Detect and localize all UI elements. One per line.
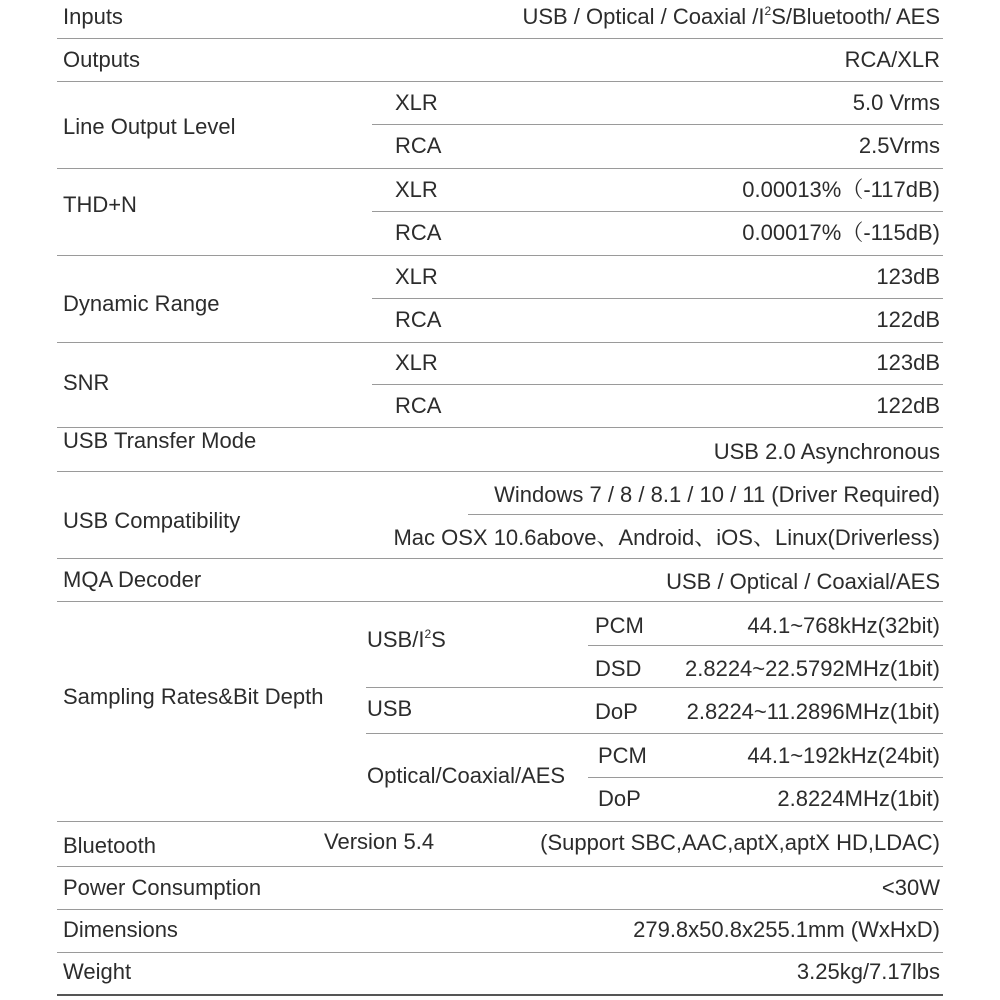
- snr-label: SNR: [63, 370, 110, 395]
- divider: [57, 994, 943, 996]
- sampling-opt-dop-label: DoP: [598, 786, 641, 811]
- sampling-dsd-value: 2.8224~22.5792MHz(1bit): [685, 656, 940, 681]
- bluetooth-label: Bluetooth: [63, 833, 156, 858]
- weight-label: Weight: [63, 959, 132, 984]
- inputs-value-pre: USB / Optical / Coaxial /I: [522, 4, 765, 29]
- divider: [372, 298, 943, 299]
- sampling-label: Sampling Rates&Bit Depth: [63, 684, 324, 709]
- sampling-usb-i2s-pre: USB/I: [367, 627, 425, 652]
- sampling-opt-pcm-value: 44.1~192kHz(24bit): [747, 743, 940, 768]
- sampling-dop-label: DoP: [595, 699, 638, 724]
- dynamic-range-label: Dynamic Range: [63, 291, 220, 316]
- sampling-usb-i2s-label: [367, 629, 446, 651]
- divider: [588, 645, 943, 646]
- line-output-xlr-label: XLR: [395, 90, 438, 115]
- sampling-opt-dop-value: 2.8224MHz(1bit): [777, 786, 940, 811]
- thdn-rca-value: 0.00017%（-115dB): [742, 220, 940, 245]
- mqa-label: MQA Decoder: [63, 567, 202, 592]
- divider: [57, 471, 943, 472]
- divider: [372, 211, 943, 212]
- divider: [468, 514, 943, 515]
- divider: [372, 384, 943, 385]
- divider: [57, 81, 943, 82]
- divider: [588, 777, 943, 778]
- divider: [366, 733, 943, 734]
- usb-compat-windows: Windows 7 / 8 / 8.1 / 10 / 11 (Driver Required): [494, 482, 940, 507]
- bluetooth-codecs: (Support SBC,AAC,aptX,aptX HD,LDAC): [540, 830, 940, 855]
- dynamic-range-rca-label: RCA: [395, 307, 442, 332]
- dynamic-range-xlr-label: XLR: [395, 264, 438, 289]
- outputs-label: Outputs: [63, 47, 141, 72]
- snr-xlr-label: XLR: [395, 350, 438, 375]
- sampling-usb-i2s-sup: 2: [424, 627, 432, 641]
- divider: [57, 38, 943, 39]
- line-output-xlr-value: 5.0 Vrms: [852, 90, 940, 115]
- thdn-xlr-value: 0.00013%（-117dB): [742, 177, 940, 202]
- usb-compat-label: USB Compatibility: [63, 508, 241, 533]
- sampling-optical-label: Optical/Coaxial/AES: [367, 763, 566, 788]
- line-output-rca-value: 2.5Vrms: [858, 133, 940, 158]
- line-output-label: Line Output Level: [63, 114, 236, 139]
- sampling-usb-i2s-post: S: [431, 627, 446, 652]
- dynamic-range-xlr-value: 123dB: [876, 264, 940, 289]
- divider: [57, 168, 943, 169]
- inputs-value-sup: 2: [764, 4, 772, 18]
- divider: [372, 124, 943, 125]
- inputs-value-post: S/Bluetooth/ AES: [771, 4, 940, 29]
- usb-compat-others: Mac OSX 10.6above、Android、iOS、Linux(Driverless): [393, 525, 940, 550]
- thdn-rca-label: RCA: [395, 220, 442, 245]
- sampling-dsd-label: DSD: [595, 656, 642, 681]
- line-output-rca-label: RCA: [395, 133, 442, 158]
- inputs-value: [522, 6, 940, 28]
- divider: [366, 687, 943, 688]
- thdn-xlr-label: XLR: [395, 177, 438, 202]
- bluetooth-version: Version 5.4: [324, 829, 435, 854]
- divider: [57, 342, 943, 343]
- sampling-pcm-label: PCM: [595, 613, 644, 638]
- power-value: <30W: [881, 875, 940, 900]
- sampling-pcm-value: 44.1~768kHz(32bit): [747, 613, 940, 638]
- dimensions-label: Dimensions: [63, 917, 178, 942]
- snr-xlr-value: 123dB: [876, 350, 940, 375]
- dynamic-range-rca-value: 122dB: [876, 307, 940, 332]
- divider: [57, 601, 943, 602]
- usb-transfer-label: USB Transfer Mode: [63, 428, 257, 453]
- inputs-label: Inputs: [63, 4, 123, 29]
- sampling-opt-pcm-label: PCM: [598, 743, 647, 768]
- divider: [57, 909, 943, 910]
- mqa-value: USB / Optical / Coaxial/AES: [666, 569, 940, 594]
- snr-rca-value: 122dB: [876, 393, 940, 418]
- weight-value: 3.25kg/7.17lbs: [796, 959, 940, 984]
- divider: [57, 558, 943, 559]
- power-label: Power Consumption: [63, 875, 262, 900]
- dimensions-value: 279.8x50.8x255.1mm (WxHxD): [633, 917, 940, 942]
- sampling-dop-value: 2.8224~11.2896MHz(1bit): [686, 699, 940, 724]
- snr-rca-label: RCA: [395, 393, 442, 418]
- thdn-label: THD+N: [63, 192, 137, 217]
- divider: [57, 821, 943, 822]
- divider: [57, 866, 943, 867]
- sampling-usb-label: USB: [367, 696, 413, 721]
- divider: [57, 255, 943, 256]
- outputs-value: RCA/XLR: [844, 47, 940, 72]
- divider: [57, 952, 943, 953]
- usb-transfer-value: USB 2.0 Asynchronous: [713, 439, 940, 464]
